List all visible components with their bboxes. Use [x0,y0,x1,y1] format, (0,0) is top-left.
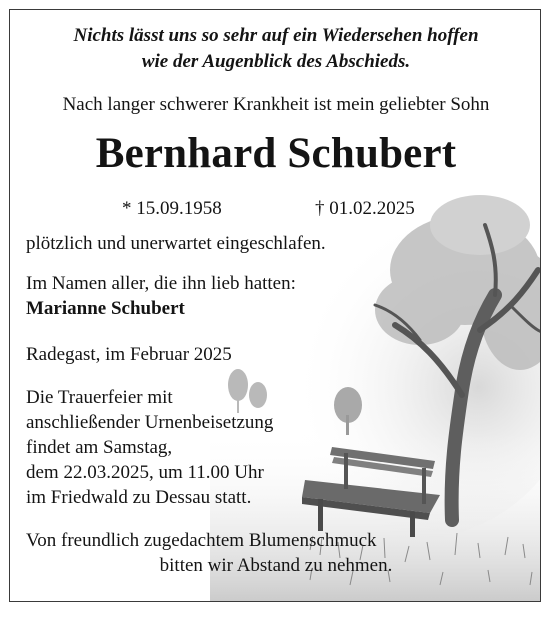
quote-line-1: Nichts lässt uns so sehr auf ein Wiedersehen hoffen [73,25,479,46]
place-date: Radegast, im Februar 2025 [26,344,232,365]
mourner-name: Marianne Schubert [26,298,185,319]
service-line: anschließender Urnenbeisetzung [26,412,274,433]
service-line: findet am Samstag, [26,437,173,458]
intro-text: Nach langer schwerer Krankheit ist mein geliebter Sohn [62,94,490,115]
service-line: Die Trauerfeier mit [26,387,173,408]
birth-date: * 15.09.1958 [122,198,222,219]
flowers-line-1: Von freundlich zugedachtem Blumenschmuck [26,530,377,551]
obituary-notice [9,9,541,602]
flowers-line-2: bitten wir Abstand zu nehmen. [159,555,393,576]
passing-text: plötzlich und unerwartet eingeschlafen. [26,233,326,254]
service-line: dem 22.03.2025, um 11.00 Uhr [26,462,264,483]
deceased-name: Bernhard Schubert [95,130,457,177]
notice-text [10,10,541,602]
mourners-intro: Im Namen aller, die ihn lieb hatten: [26,273,296,294]
death-date: † 01.02.2025 [315,198,415,219]
quote-line-2: wie der Augenblick des Abschieds. [141,51,411,72]
service-line: im Friedwald zu Dessau statt. [26,487,252,508]
